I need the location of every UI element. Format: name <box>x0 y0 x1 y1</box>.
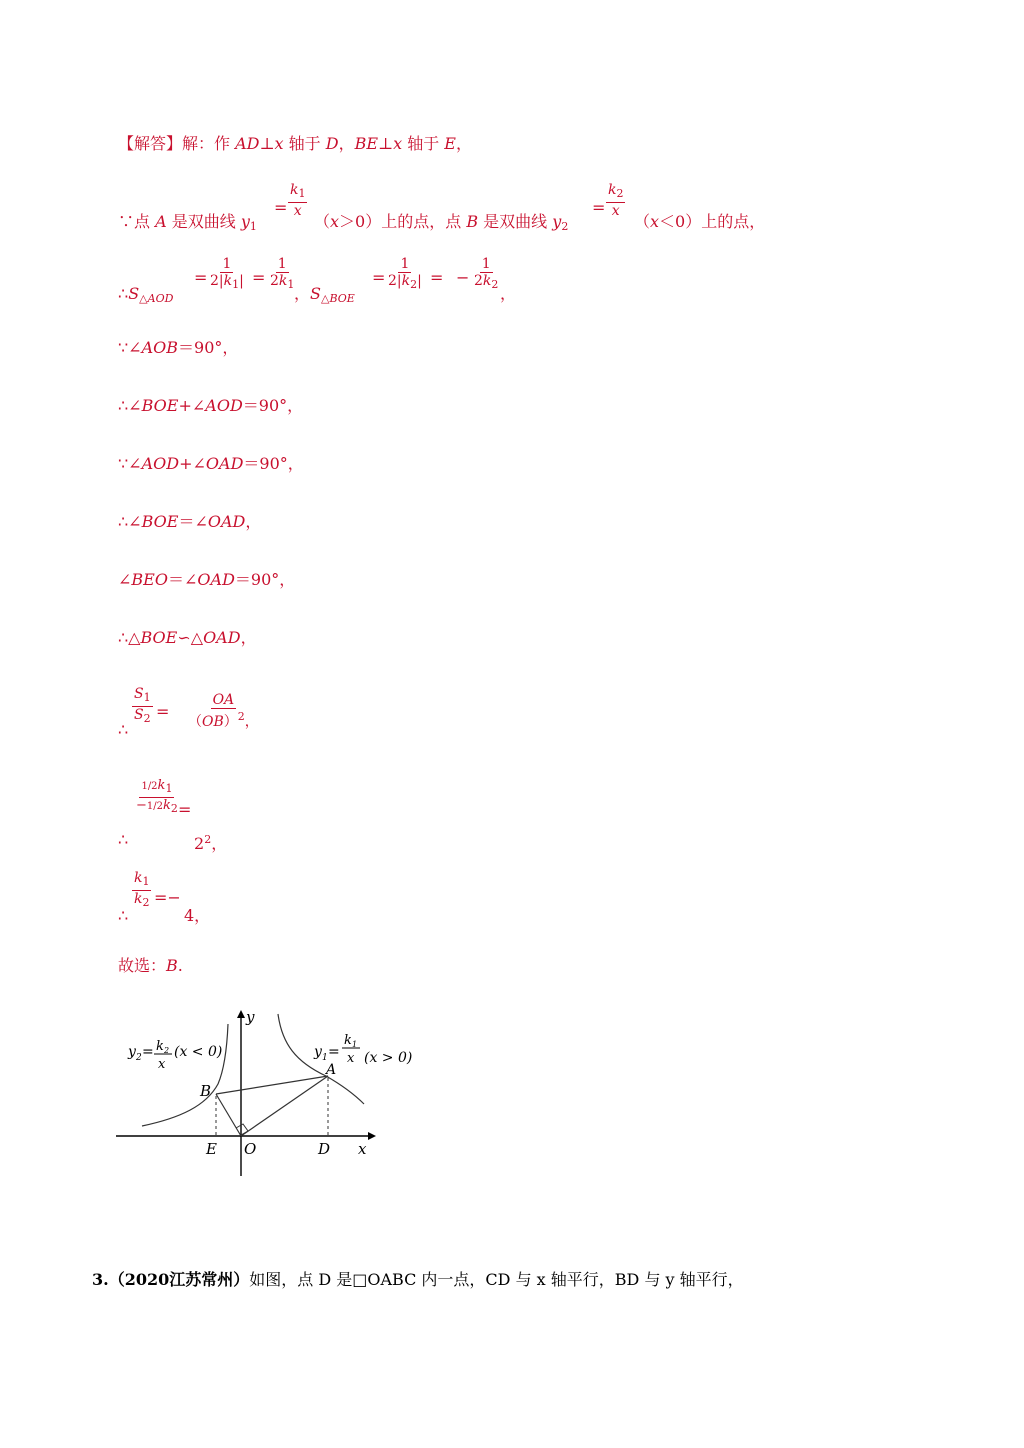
svg-text:1: 1 <box>352 1040 358 1049</box>
svg-text:(x < 0): (x < 0) <box>174 1044 223 1060</box>
svg-text:k: k <box>156 1039 164 1054</box>
label-x: x <box>358 1140 367 1158</box>
solution-line-5: ∴∠BOE+∠AOD＝90°， <box>118 396 304 415</box>
hyperbola-figure <box>110 1004 430 1184</box>
next-problem <box>92 1270 744 1290</box>
problem-number: 3. <box>92 1270 109 1289</box>
curve-label-left <box>127 1039 222 1072</box>
solution-line-4: ∵∠AOB＝90°， <box>118 338 239 357</box>
solution-line-6: ∵∠AOD+∠OAD＝90°， <box>118 454 304 473</box>
solution-line-1 <box>118 134 472 154</box>
solution-line-7: ∴∠BOE＝∠OAD， <box>118 512 262 531</box>
svg-text:=: = <box>328 1044 340 1060</box>
label-D: D <box>318 1140 331 1158</box>
segment-BA <box>216 1076 328 1094</box>
svg-text:y: y <box>128 1044 136 1060</box>
svg-text:k: k <box>344 1033 352 1048</box>
svg-text:x: x <box>158 1057 166 1072</box>
answer-heading: 【解答】解：作 AD⊥x 轴于 D，BE⊥x 轴于 E， <box>118 134 472 153</box>
label-B: B <box>200 1082 212 1100</box>
svg-text:=: = <box>142 1044 154 1060</box>
problem-source: （2020江苏常州） <box>108 1270 250 1289</box>
x-axis-arrow <box>368 1132 376 1140</box>
solution-line-13: 故选：B. <box>118 956 183 975</box>
label-y: y <box>246 1008 255 1026</box>
solution-line-9: ∴△BOE∽△OAD， <box>118 628 257 647</box>
label-O: O <box>244 1140 257 1158</box>
problem-text: 如图，点 D 是□OABC 内一点，CD 与 x 轴平行，BD 与 y 轴平行， <box>249 1270 744 1289</box>
label-E: E <box>206 1140 217 1158</box>
y-axis-arrow <box>237 1010 245 1018</box>
segment-BO <box>216 1094 241 1136</box>
segment-OA <box>241 1076 328 1136</box>
svg-text:x: x <box>347 1051 355 1066</box>
solution-line-8: ∠BEO＝∠OAD＝90°， <box>118 570 296 589</box>
svg-text:y: y <box>314 1044 322 1060</box>
svg-text:1: 1 <box>322 1053 328 1063</box>
hyperbola-left-branch <box>142 1024 228 1126</box>
svg-text:(x > 0): (x > 0) <box>364 1050 413 1066</box>
svg-text:2: 2 <box>136 1053 142 1063</box>
svg-text:2: 2 <box>164 1046 170 1055</box>
label-A: A <box>326 1062 337 1078</box>
